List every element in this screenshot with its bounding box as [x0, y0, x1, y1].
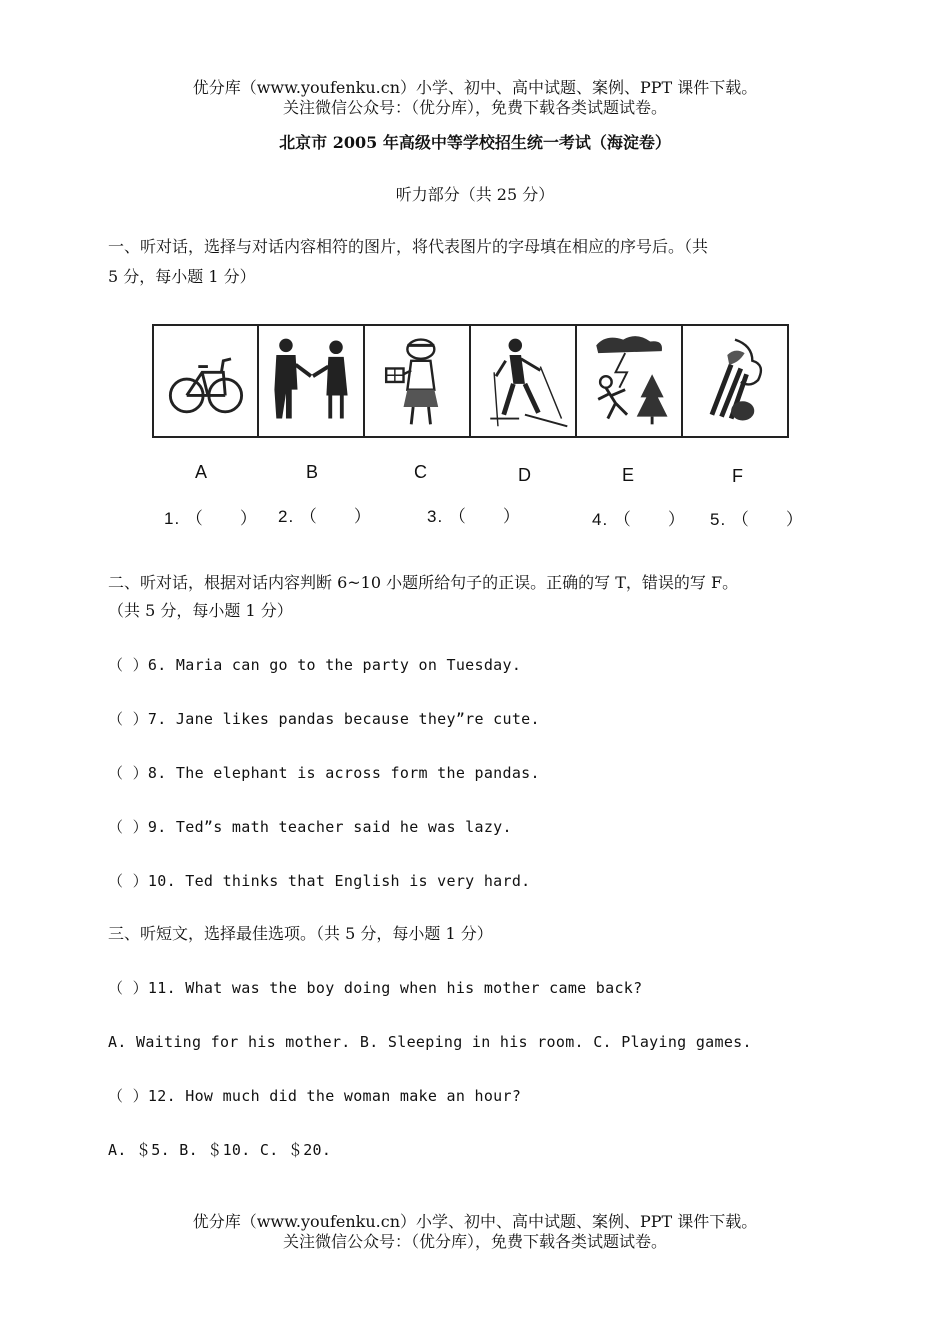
- picture-a: [152, 324, 259, 438]
- tf-item-7: （ ）7. Jane likes pandas because they”re cute.: [108, 710, 540, 728]
- tf-item-10: （ ）10. Ted thinks that English is very hard.: [108, 872, 531, 890]
- page-subtitle: 听力部分（共 25 分）: [395, 185, 555, 204]
- section1-instruction-line1: 一、听对话，选择与对话内容相符的图片，将代表图片的字母填在相应的序号后。（共: [108, 237, 709, 256]
- tf-item-9: （ ）9. Ted”s math teacher said he was lazy.: [108, 818, 512, 836]
- picture-f: [681, 324, 789, 438]
- question-11-options: A. Waiting for his mother. B. Sleeping in his room. C. Playing games.: [108, 1033, 752, 1051]
- header-line-2: 关注微信公众号：（优分库），免费下载各类试题试卷。: [282, 98, 667, 117]
- section2-instruction-line2: （共 5 分，每小题 1 分）: [108, 601, 293, 620]
- section1-instruction-line2: 5 分，每小题 1 分）: [108, 267, 256, 286]
- section2-instruction-line1: 二、听对话，根据对话内容判断 6~10 小题所给句子的正误。正确的写 T，错误的写 F。: [108, 573, 739, 592]
- tf-item-6: （ ）6. Maria can go to the party on Tuesday.: [108, 656, 522, 674]
- answer-slot-1[interactable]: 1. （ ）: [164, 509, 258, 528]
- picture-c: [363, 324, 471, 438]
- footer-line-2: 关注微信公众号：（优分库），免费下载各类试题试卷。: [282, 1232, 667, 1251]
- answer-slot-2[interactable]: 2. （ ）: [278, 507, 372, 526]
- picture-d: [469, 324, 577, 438]
- picture-letter-d: D: [518, 465, 531, 485]
- picture-e: [575, 324, 683, 438]
- child-gift-icon: [365, 326, 469, 436]
- picture-b: [257, 324, 365, 438]
- question-11: （ ）11. What was the boy doing when his mother came back?: [108, 979, 643, 997]
- footer-line-1: 优分库（www.youfenku.cn）小学、初中、高中试题、案例、PPT 课件下载。: [192, 1212, 758, 1231]
- handshake-icon: [259, 326, 363, 436]
- storm-running-icon: [577, 326, 681, 436]
- picture-letter-c: C: [414, 462, 427, 482]
- answer-slot-5[interactable]: 5. （ ）: [710, 510, 804, 529]
- skier-icon: [471, 326, 575, 436]
- picture-letter-e: E: [622, 465, 635, 485]
- picture-strip: [152, 324, 789, 442]
- question-12-options: A. ＄5. B. ＄10. C. ＄20.: [108, 1141, 332, 1159]
- picture-letter-f: F: [732, 466, 743, 486]
- picture-letter-b: B: [306, 462, 319, 482]
- vegetables-icon: [683, 326, 787, 436]
- answer-slot-3[interactable]: 3. （ ）: [427, 507, 521, 526]
- picture-letter-a: A: [195, 462, 208, 482]
- bicycle-icon: [154, 326, 257, 436]
- header-line-1: 优分库（www.youfenku.cn）小学、初中、高中试题、案例、PPT 课件下载。: [192, 78, 758, 97]
- tf-item-8: （ ）8. The elephant is across form the pandas.: [108, 764, 540, 782]
- question-12: （ ）12. How much did the woman make an hour?: [108, 1087, 522, 1105]
- answer-slot-4[interactable]: 4. （ ）: [592, 510, 686, 529]
- section3-instruction: 三、听短文，选择最佳选项。（共 5 分，每小题 1 分）: [108, 924, 493, 943]
- page-title: 北京市 2005 年高级中等学校招生统一考试（海淀卷）: [279, 133, 671, 152]
